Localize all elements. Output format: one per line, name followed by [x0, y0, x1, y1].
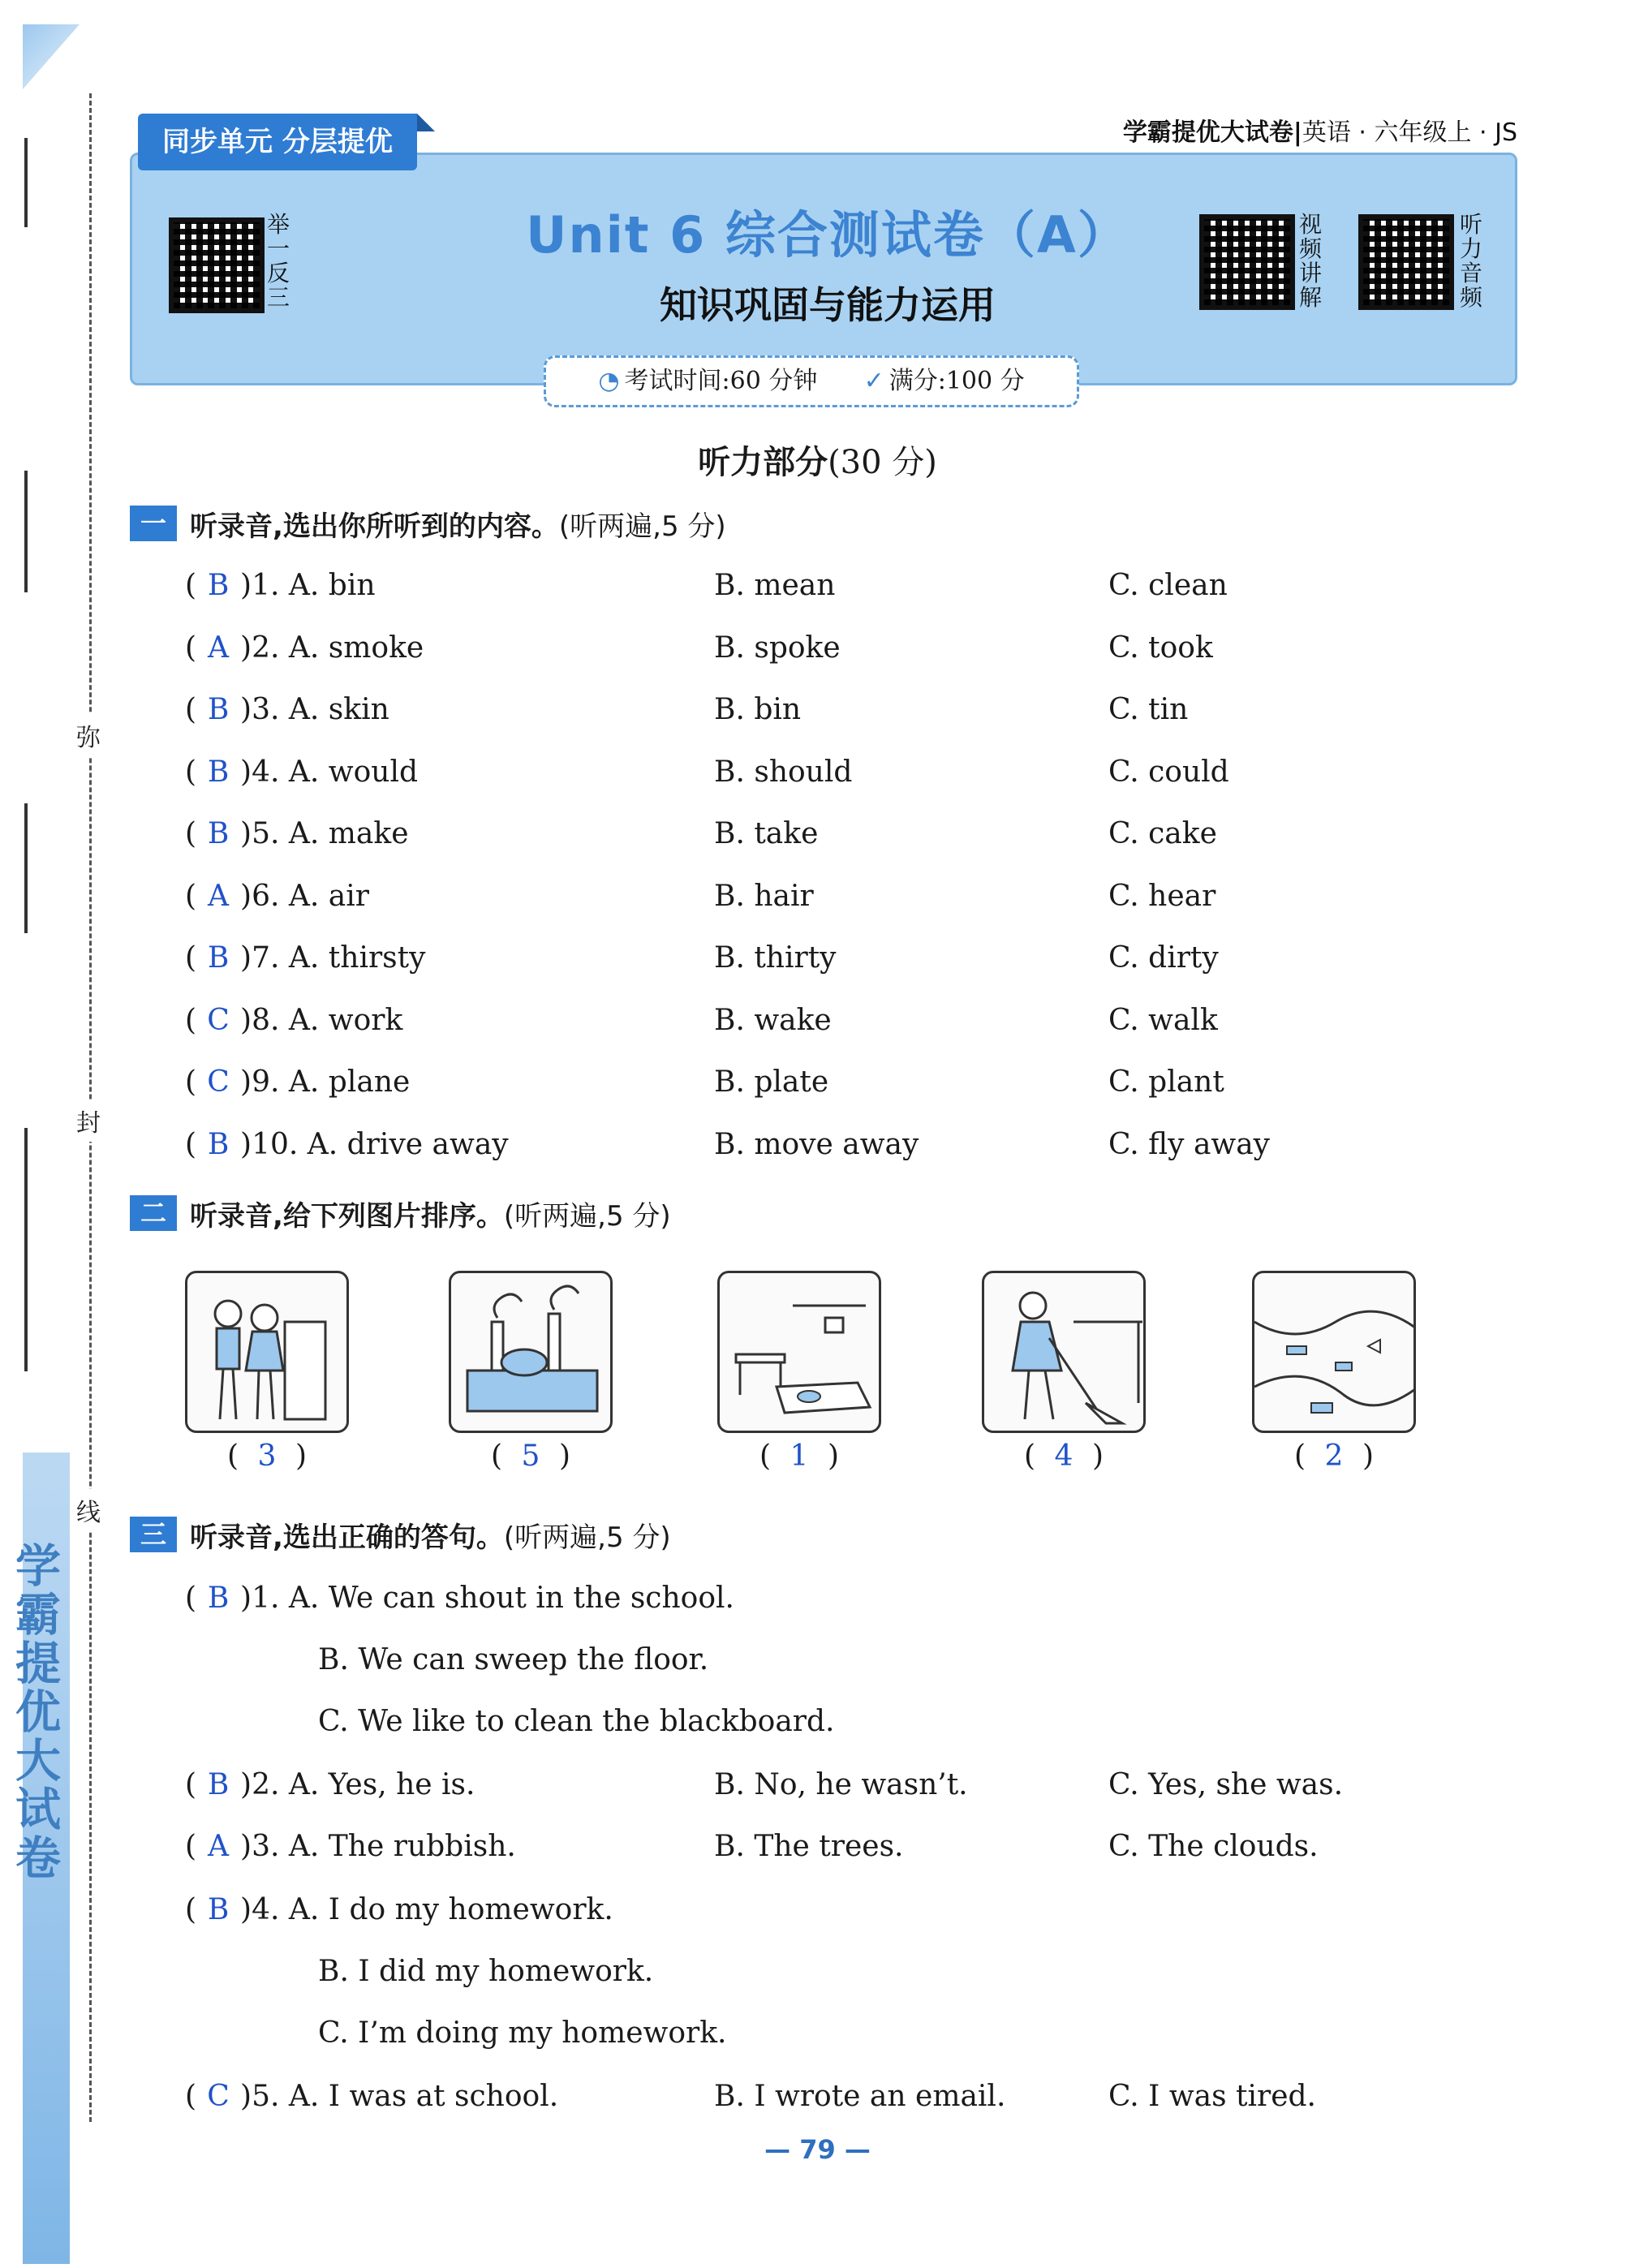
- option-b: B. thirty: [714, 941, 837, 975]
- factory-smoke-picture: [449, 1271, 613, 1433]
- question-row: ( B )2. A. Yes, he is.: [185, 1762, 475, 1808]
- header: [130, 114, 1517, 395]
- question-row: ( A )3. A. The rubbish.: [185, 1824, 516, 1870]
- picture-answer: ( 1 ): [759, 1440, 840, 1473]
- answer: B: [207, 1893, 230, 1926]
- answer: B: [207, 755, 230, 789]
- answer: 5: [521, 1440, 540, 1473]
- section2-heading: [130, 1193, 671, 1233]
- question-number: )5.: [240, 2080, 280, 2113]
- option-c: C. walk: [1108, 1004, 1218, 1037]
- messy-classroom-picture: [717, 1271, 881, 1433]
- option-c: C. Yes, she was.: [1108, 1768, 1344, 1801]
- girl-sweeping-picture: [982, 1271, 1146, 1433]
- margin-line: [24, 803, 28, 933]
- question-number: )7.: [240, 941, 280, 975]
- question-row: ( B )5. A. make: [185, 811, 409, 857]
- picture-answer: ( 4 ): [1023, 1440, 1104, 1473]
- picture-answer: ( 3 ): [226, 1440, 308, 1473]
- qr-mid-label: 视频讲解: [1298, 211, 1322, 311]
- margin-line: [24, 138, 28, 227]
- series-name: 学霸提优大试卷: [1122, 118, 1293, 147]
- option-c: C. took: [1108, 631, 1213, 665]
- qr-code-icon[interactable]: [169, 217, 265, 313]
- option-c: C. tin: [1108, 693, 1189, 726]
- answer: 3: [257, 1440, 277, 1473]
- question-row: ( B )4. A. I do my homework.: [185, 1887, 613, 1933]
- picture-item: [185, 1271, 349, 1473]
- full-score: 满分:100 分: [888, 367, 1025, 395]
- answer: 2: [1324, 1440, 1344, 1473]
- option-a: A. thirsty: [288, 941, 426, 975]
- qr-left-label: 举一反三: [266, 211, 290, 311]
- option-b: B. take: [714, 817, 819, 850]
- answer: A: [208, 631, 230, 665]
- answer: C: [207, 2080, 230, 2113]
- answer: B: [207, 1768, 230, 1801]
- exam-time: 考试时间:60 分钟: [624, 367, 818, 395]
- exam-info: [544, 355, 1079, 407]
- question-number: )1.: [240, 569, 280, 602]
- page-title: Unit 6 综合测试卷（A）: [526, 205, 1129, 265]
- option-a: A. Yes, he is.: [288, 1768, 475, 1801]
- option-b: B. I wrote an email.: [714, 2080, 1006, 2113]
- option-c: C. fly away: [1108, 1128, 1271, 1161]
- section-note: (听两遍,5 分): [558, 510, 726, 543]
- picture-answer: ( 5 ): [490, 1440, 571, 1473]
- clock-icon: ◔: [598, 367, 620, 395]
- option-c: C. plant: [1108, 1065, 1224, 1099]
- series-subject: 英语 · 六年级上 · JS: [1302, 118, 1517, 147]
- option-c: C. could: [1108, 755, 1229, 789]
- option-a: A. would: [288, 755, 419, 789]
- question-number: )9.: [240, 1065, 280, 1099]
- seal-char-feng: 封: [76, 1100, 101, 1142]
- check-icon: ✓: [863, 367, 884, 395]
- option-c: C. clean: [1108, 569, 1228, 602]
- section-number: 二: [130, 1195, 177, 1231]
- section1-heading: [130, 503, 726, 544]
- answer: B: [207, 693, 230, 726]
- question-row: ( A )6. A. air: [185, 874, 369, 919]
- option-b: B. bin: [714, 693, 802, 726]
- option-b: B. move away: [714, 1128, 919, 1161]
- section-instruction: 听录音,选出正确的答句。: [190, 1521, 504, 1554]
- margin-line: [24, 471, 28, 592]
- section-number: 三: [130, 1517, 177, 1552]
- option-b: B. hair: [714, 880, 814, 913]
- question-row: ( B )1. A. We can shout in the school.: [185, 1576, 734, 1621]
- option-a: A. The rubbish.: [288, 1830, 516, 1863]
- question-number: )1.: [240, 1582, 280, 1615]
- answer: B: [207, 1128, 230, 1161]
- picture-answer: ( 2 ): [1293, 1440, 1375, 1473]
- option-b: B. mean: [714, 569, 836, 602]
- qr-code-icon[interactable]: [1358, 214, 1454, 310]
- page-number: — 79 —: [764, 2134, 871, 2165]
- option-b: B. No, he wasn’t.: [714, 1768, 968, 1801]
- margin-line: [24, 1128, 28, 1371]
- answer: C: [207, 1065, 230, 1099]
- question-number: )4.: [240, 755, 280, 789]
- question-row: ( B )7. A. thirsty: [185, 936, 425, 981]
- question-row: ( C )8. A. work: [185, 998, 402, 1044]
- option-row: C. I’m doing my homework.: [318, 2016, 727, 2050]
- spine-text: 学霸提优大试卷: [8, 1542, 61, 1883]
- question-number: )6.: [240, 880, 280, 913]
- answer: B: [207, 941, 230, 975]
- option-a: A. We can shout in the school.: [288, 1582, 734, 1615]
- qr-code-icon[interactable]: [1199, 214, 1295, 310]
- answer: A: [208, 880, 230, 913]
- option-row: C. We like to clean the blackboard.: [318, 1705, 835, 1738]
- question-row: ( B )3. A. skin: [185, 687, 389, 733]
- option-row: B. We can sweep the floor.: [318, 1643, 709, 1676]
- corner-decoration: [23, 24, 80, 89]
- option-c: C. cake: [1108, 817, 1217, 850]
- question-row: ( A )2. A. smoke: [185, 626, 424, 671]
- picture-item: [1252, 1271, 1416, 1473]
- section-note: (听两遍,5 分): [503, 1521, 671, 1554]
- answer: A: [208, 1830, 230, 1863]
- page-subtitle: 知识巩固与能力运用: [660, 283, 996, 327]
- picture-item: [717, 1271, 881, 1473]
- seal-char-xian: 线: [76, 1489, 101, 1531]
- option-a: A. I do my homework.: [288, 1893, 613, 1926]
- question-number: )5.: [240, 817, 280, 850]
- part-title: [0, 437, 1635, 483]
- section-instruction: 听录音,给下列图片排序。: [190, 1199, 504, 1233]
- option-c: C. I was tired.: [1108, 2080, 1316, 2113]
- polluted-river-picture: [1252, 1271, 1416, 1433]
- option-a: A. skin: [288, 693, 389, 726]
- question-number: )8.: [240, 1004, 280, 1037]
- part-name: 听力部分: [698, 444, 828, 481]
- section-title: [190, 1515, 671, 1555]
- option-c: C. dirty: [1108, 941, 1219, 975]
- question-number: )3.: [240, 693, 280, 726]
- question-row: ( B )4. A. would: [185, 750, 418, 795]
- answer: C: [207, 1004, 230, 1037]
- option-a: A. air: [288, 880, 369, 913]
- picture-item: [449, 1271, 613, 1473]
- series-title: 学霸提优大试卷|英语 · 六年级上 · JS: [1122, 118, 1517, 147]
- option-b: B. spoke: [714, 631, 841, 665]
- option-b: B. The trees.: [714, 1830, 904, 1863]
- question-row: ( B )10. A. drive away: [185, 1122, 509, 1168]
- option-a: A. plane: [288, 1065, 411, 1099]
- section-title: [190, 1194, 671, 1233]
- option-a: A. I was at school.: [288, 2080, 559, 2113]
- seal-char-mi: 弥: [76, 714, 101, 756]
- section-number: 一: [130, 506, 177, 541]
- answer: B: [207, 1582, 230, 1615]
- question-number: )2.: [240, 1768, 280, 1801]
- question-number: )4.: [240, 1893, 280, 1926]
- answer: 1: [790, 1440, 809, 1473]
- question-number: )2.: [240, 631, 280, 665]
- qr-right-label: 听力音频: [1459, 211, 1482, 311]
- answer: B: [207, 569, 230, 602]
- part-score: (30 分): [828, 444, 937, 481]
- question-row: ( C )9. A. plane: [185, 1060, 410, 1105]
- answer: 4: [1054, 1440, 1074, 1473]
- question-number: )10.: [240, 1128, 299, 1161]
- option-c: C. The clouds.: [1108, 1830, 1319, 1863]
- option-c: C. hear: [1108, 880, 1216, 913]
- picture-item: [982, 1271, 1146, 1473]
- question-number: )3.: [240, 1830, 280, 1863]
- option-b: B. plate: [714, 1065, 829, 1099]
- option-a: A. bin: [288, 569, 376, 602]
- question-row: ( C )5. A. I was at school.: [185, 2074, 558, 2120]
- answer: B: [207, 817, 230, 850]
- option-a: A. make: [288, 817, 409, 850]
- section3-heading: [130, 1514, 671, 1555]
- question-row: ( B )1. A. bin: [185, 563, 376, 609]
- option-b: B. wake: [714, 1004, 832, 1037]
- section-tag: 同步单元 分层提优: [138, 114, 417, 170]
- option-a: A. smoke: [288, 631, 424, 665]
- option-row: B. I did my homework.: [318, 1955, 654, 1988]
- section-instruction: 听录音,选出你所听到的内容。: [190, 510, 559, 543]
- children-recycling-bin-picture: [185, 1271, 349, 1433]
- section-note: (听两遍,5 分): [503, 1199, 671, 1233]
- option-b: B. should: [714, 755, 853, 789]
- section-title: [190, 504, 726, 544]
- option-a: A. drive away: [307, 1128, 509, 1161]
- option-a: A. work: [288, 1004, 403, 1037]
